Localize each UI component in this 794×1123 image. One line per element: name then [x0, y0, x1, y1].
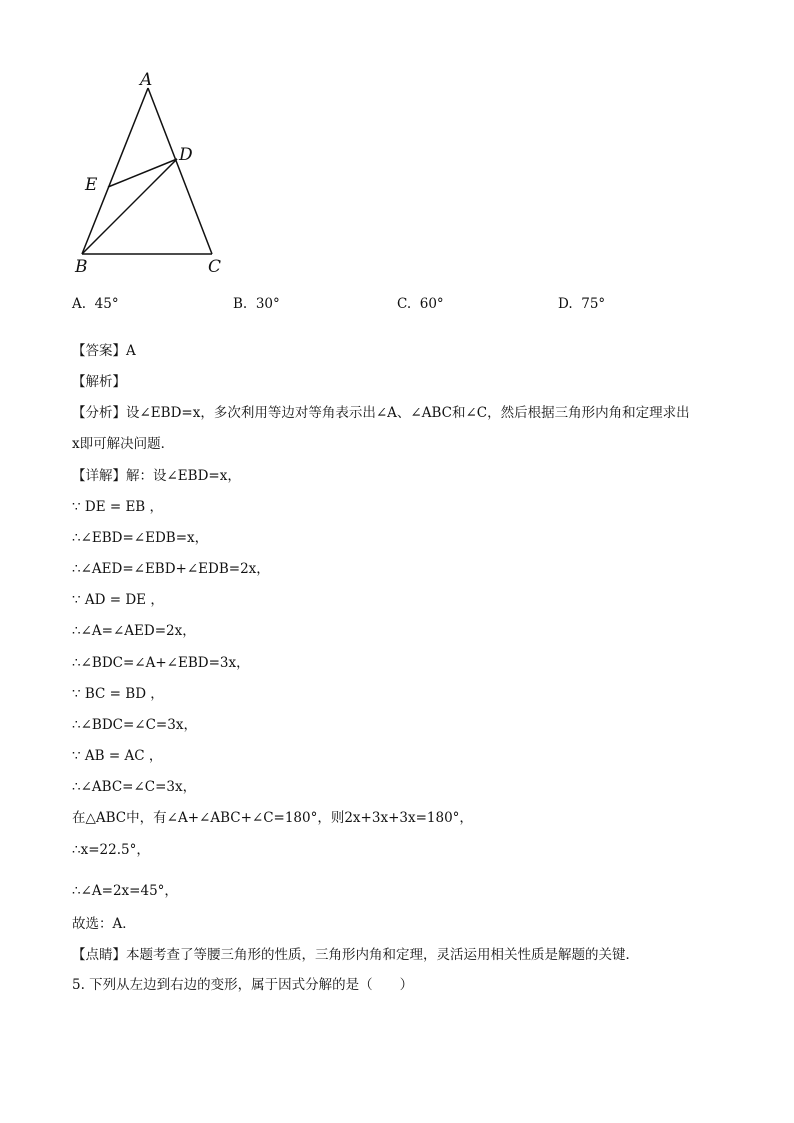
- step-line: ∴∠A=∠AED=2x，: [72, 623, 196, 639]
- step-line: ∵ DE = EB ，: [72, 499, 164, 515]
- fenxi-tag: 【分析】: [72, 405, 126, 421]
- label-c: C: [208, 257, 222, 277]
- step-line: ∵ AB = AC ，: [72, 748, 163, 764]
- answer-options: [0, 296, 794, 316]
- answer-tag: 【答案】: [72, 343, 126, 359]
- next-question: 5. 下列从左边到右边的变形，属于因式分解的是（ ）: [72, 977, 414, 993]
- step-line: ∴x=22.5°，: [72, 842, 150, 858]
- step-line: ∵ BC = BD ，: [72, 686, 164, 702]
- segment-ab: [82, 88, 148, 254]
- step-line: ∴∠EBD=∠EDB=x，: [72, 530, 209, 546]
- detail-first-line: 【详解】解：设∠EBD=x，: [72, 468, 241, 484]
- step-line: ∵ AD = DE ，: [72, 592, 164, 608]
- detail-tag: 【详解】: [72, 468, 126, 484]
- label-e: E: [85, 175, 98, 195]
- step-line: ∴∠ABC=∠C=3x，: [72, 779, 197, 795]
- step-line: ∴∠AED=∠EBD+∠EDB=2x，: [72, 561, 270, 577]
- triangle-figure: [62, 64, 242, 284]
- step-line: ∴∠BDC=∠C=3x，: [72, 717, 197, 733]
- fenxi-line-1: 【分析】设∠EBD=x，多次利用等边对等角表示出∠A、∠ABC和∠C，然后根据三角形内角和定理求出: [72, 405, 690, 421]
- option-b: B. 30°: [233, 296, 280, 312]
- option-d: D. 75°: [558, 296, 606, 312]
- label-a: A: [140, 70, 153, 90]
- analysis-heading: 【解析】: [72, 374, 126, 390]
- label-d: D: [179, 145, 193, 165]
- label-b: B: [75, 257, 88, 277]
- segment-bd: [82, 159, 177, 254]
- option-c: C. 60°: [397, 296, 444, 312]
- fenxi-line-2: x即可解决问题．: [72, 436, 175, 452]
- dianjing-tag: 【点睛】: [72, 947, 126, 963]
- step-line: ∴∠A=2x=45°，: [72, 883, 178, 899]
- dianjing-line: 【点睛】本题考查了等腰三角形的性质，三角形内角和定理，灵活运用相关性质是解题的关键．: [72, 947, 639, 963]
- answer-line: [72, 339, 136, 359]
- step-line: 故选：A．: [72, 916, 136, 932]
- segment-ac: [148, 88, 212, 254]
- answer-value: A: [126, 343, 136, 359]
- step-line: 在△ABC中，有∠A+∠ABC+∠C=180°，则2x+3x+3x=180°，: [72, 810, 473, 826]
- option-a: A. 45°: [72, 296, 119, 312]
- step-line: ∴∠BDC=∠A+∠EBD=3x，: [72, 655, 250, 671]
